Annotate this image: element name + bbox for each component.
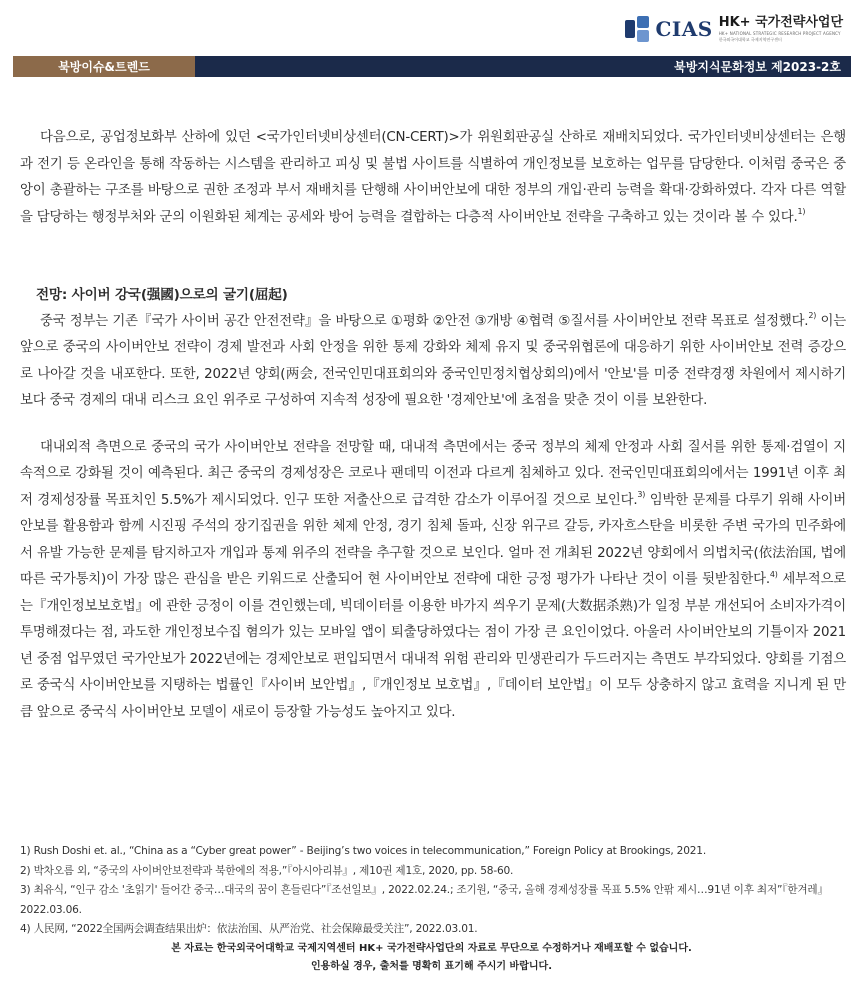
footnotes — [20, 842, 846, 940]
logo-org-name: HK+ 국가전략사업단 — [718, 15, 843, 30]
footnote-4: 4) 人民网, “2022全国两会调查结果出炉：依法治国、从严治党、社会保障最受关注”, 2022.03.01. — [20, 923, 478, 935]
paragraph-2-text-b: 이는 앞으로 중국의 사이버안보 전략이 경제 발전과 사회 안정을 위한 통제 강화와 체제 유지 및 중국위협론에 대응하기 위한 사이버안보 전력 증강으로 나아갈 것을 내포한다. 또한, 2022년 양회(两会, 전국인민대표회의와 중국인민정치협상회의)에서 '안보'를 미중 전략경쟁 차원에서 제시하기보다 중국 경제의 대내 리스크 요인 위주로 구성하여 지속적 성장에 필요한 '경제안보'에 초점을 맞춘 것이 이를 보완한다. — [20, 313, 846, 408]
paragraph-3-text-b: 임박한 문제를 다루기 위해 사이버안보를 활용함과 함께 시진핑 주석의 장기집권을 위한 체제 안정, 경기 침체 돌파, 신장 위구르 갈등, 카자흐스탄을 비롯한 주변 국가의 민주화에서 유발 가능한 문제를 탐지하고자 개입과 통제 위주의 전략을 추구할 것으로 보인다. 얼마 전 개최된 2022년 양회에서 의법치국(依法治国, 법에 따른 국가통치)이 가장 많은 관심을 받은 키워드로 산출되어 현 사이버안보 전략에 대한 긍정 평가가 나타난 것이 이를 뒷받침한다. — [20, 492, 847, 587]
paragraph-1 — [20, 125, 846, 231]
logo-wordmark: CIAS — [655, 17, 713, 41]
footnote-2: 2) 박차오름 외, “중국의 사이버안보전략과 북한에의 적용,”『아시아리뷰』, 제10권 제1호, 2020, pp. 58-60. — [20, 864, 514, 877]
cias-logo-mark-icon — [625, 16, 651, 42]
citation-notice: 인용하실 경우, 출처를 명확히 표기해 주시기 바랍니다. — [310, 961, 552, 972]
footnote-ref-4: 4) — [769, 569, 778, 579]
issue-label: 북방지식문화정보 제2023-2호 — [674, 60, 841, 74]
paragraph-2 — [20, 309, 846, 415]
logo-org-subtitle-en: HK+ NATIONAL STRATEGIC RESEARCH PROJECT AGENCY — [718, 31, 841, 36]
copyright-notice: 본 자료는 한국외국어대학교 국제지역센터 HK+ 국가전략사업단의 자료로 무단으로 수정하거나 재배포할 수 없습니다. — [171, 943, 692, 954]
footnote-ref-3: 3) — [637, 490, 646, 500]
logo-org-subtitle-ko: 한국외국어대학교 국제지역연구센터 — [718, 37, 782, 42]
cias-logo — [625, 12, 843, 46]
paragraph-2-text-a: 중국 정부는 기존『국가 사이버 공간 안전전략』을 바탕으로 ①평화 ②안전 ③개방 ④협력 ⑤질서를 사이버안보 전략 목표로 설정했다. — [40, 313, 809, 329]
paragraph-1-text: 다음으로, 공업정보화부 산하에 있던 <국가인터넷비상센터(CN-CERT)>가 위원회판공실 산하로 재배치되었다. 국가인터넷비상센터는 은행과 전기 등 온라인을 통해 작동하는 시스템을 관리하고 피싱 및 불법 사이트를 식별하여 개인정보를 보호하는 업무를 담당한다. 이처럼 중국은 중앙이 총괄하는 구조를 바탕으로 권한 조정과 부서 재배치를 단행해 사이버안보에 대한 정부의 개입·관리 능력을 확대·강화하였다. 각자 다른 역할을 담당하는 행정부처와 군의 이원화된 체계는 공세와 방어 능력을 결합하는 다층적 사이버안보 전략을 구축하고 있는 것이라 볼 수 있다. — [20, 130, 846, 225]
paragraph-3-text-a: 대내외적 측면으로 중국의 국가 사이버안보 전략을 전망할 때, 대내적 측면에서는 중국 정부의 체제 안정과 사회 질서를 위한 통제·검열이 지속적으로 강화될 것이 예측된다. 최근 중국의 경제성장은 코로나 팬데믹 이전과 다르게 침체하고 있다. 전국인민대표회의에서는 1991년 이후 최저 경제성장률 목표치인 5.5%가 제시되었다. 인구 또한 저출산으로 급격한 감소가 이루어질 것으로 보인다. — [20, 439, 846, 508]
article-body — [20, 125, 846, 726]
paragraph-3-text-c: 세부적으로는『개인정보보호법』에 관한 긍정이 이를 견인했는데, 빅데이터를 이용한 바가지 씌우기 문제(大数据杀熟)가 일정 부분 개선되어 소비자가격이 투명해졌다는 점, 과도한 개인정보수집 혐의가 있는 모바일 앱이 퇴출당하였다는 점이 가장 큰 요인이었다. 아울러 사이버안보의 기틀이자 2021년 중점 업무였던 국가안보가 2022년에는 경제안보로 편입되면서 대내적 위험 관리와 민생관리가 두드러지는 측면도 부각되었다. 양회를 기점으로 중국식 사이버안보를 지탱하는 법률인『사이버 보안법』,『개인정보 보호법』,『데이터 보안법』이 모두 상충하지 않고 효력을 지니게 된 만큼 앞으로 중국식 사이버안보 모델이 새로이 등장할 가능성도 높아지고 있다. — [20, 572, 847, 720]
footnote-ref-1: 1) — [797, 207, 806, 217]
footnote-1: 1) Rush Doshi et. al., “China as a “Cyber great power” - Beijing’s two voices in telecommunication,” Foreign Policy at Brookings, 2021. — [20, 845, 706, 857]
footnote-3: 3) 최유식, “인구 감소 '초읽기' 들어간 중국…대국의 꿈이 흔들린다”『조선일보』, 2022.02.24.; 조기원, “중국, 올해 경제성장률 목표 5.5% 안팎 제시…91년 이후 최저”『한겨레』2022.03.06. — [20, 884, 828, 916]
paragraph-3 — [20, 435, 846, 727]
section-heading: 전망: 사이버 강국(强國)으로의 굴기(屈起) — [36, 287, 288, 303]
footnote-ref-2: 2) — [808, 311, 817, 321]
logo-org-block — [719, 16, 843, 42]
header-band — [13, 56, 851, 77]
section-label: 북방이슈&트렌드 — [13, 56, 195, 77]
